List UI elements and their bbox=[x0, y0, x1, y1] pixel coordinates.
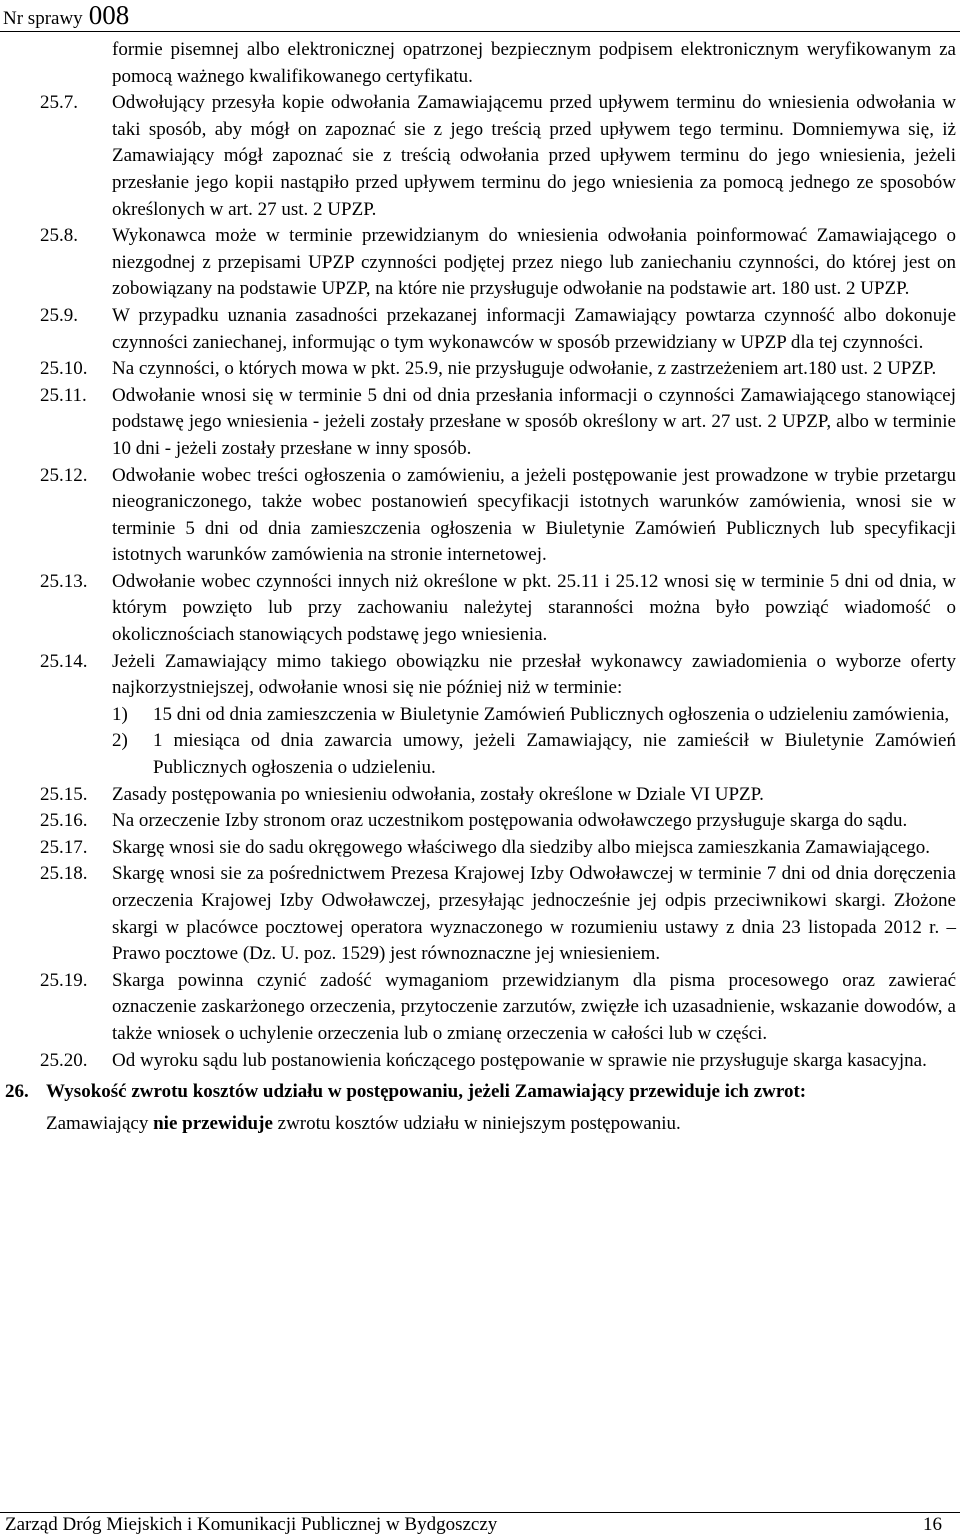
item-number: 25.15. bbox=[40, 783, 88, 805]
item-number: 25.11. bbox=[40, 384, 87, 406]
item-number: 25.16. bbox=[40, 810, 88, 832]
list-item bbox=[0, 808, 960, 835]
case-number-label: Nr sprawy bbox=[3, 8, 83, 29]
list-item bbox=[0, 782, 960, 809]
intro-paragraph bbox=[0, 37, 960, 90]
list-item bbox=[0, 303, 960, 356]
footer-organization: Zarząd Dróg Miejskich i Komunikacji Publicznej w Bydgoszczy bbox=[5, 1514, 498, 1535]
item-text: Na orzeczenie Izby stronom oraz uczestnikom postępowania odwoławczego przysługuje skarga do sądu. bbox=[112, 810, 908, 832]
item-number: 25.17. bbox=[40, 836, 88, 858]
section-heading bbox=[0, 1079, 960, 1106]
section-body-emphasis: nie przewiduje bbox=[153, 1112, 273, 1134]
item-number: 25.10. bbox=[40, 358, 88, 380]
intro-text: formie pisemnej albo elektronicznej opatrzonej bezpiecznym podpisem elektronicznym weryfikowanym za pomocą ważnego kwalifikowanego certyfikatu. bbox=[112, 39, 956, 87]
list-item bbox=[0, 649, 960, 702]
item-text: Odwołanie wobec treści ogłoszenia o zamówieniu, a jeżeli postępowanie jest prowadzone w trybie przetargu nieograniczonego, także wobec postanowień specyfikacji istotnych warunków zamówienia, wnosi sie w terminie 5 dni od dnia zamieszczenia ogłoszenia w Biuletynie Zamówień Publicznych lub specyfikacji istotnych warunków zamówienia na stronie internetowej. bbox=[112, 464, 956, 566]
item-number: 25.14. bbox=[40, 650, 88, 672]
list-item bbox=[0, 383, 960, 463]
item-text: Skargę wnosi sie do sadu okręgowego właściwego dla siedziby albo miejsca zamieszkania Zamawiającego. bbox=[112, 836, 930, 858]
item-text: Skargę wnosi sie za pośrednictwem Prezesa Krajowej Izby Odwoławczej w terminie 7 dni od dnia doręczenia orzeczenia Krajowej Izby Odwoławczej, przesyłając jednocześnie jej odpis przeciwnikowi skargi. Złożone skargi w placówce pocztowej operatora wyznaczonego w rozumieniu ustawy z dnia 23 listopada 2012 r. – Prawo pocztowe (Dz. U. poz. 1529) jest równoznaczne jej wniesieniem. bbox=[112, 863, 956, 965]
item-text: Odwołanie wnosi się w terminie 5 dni od dnia przesłania informacji o czynności Zamawiającego stanowiącej podstawę jego wniesienia - jeżeli zostały przesłane w sposób określony w art. 27 ust. 2 UPZP, albo w terminie 10 dni - jeżeli zostały przesłane w inny sposób. bbox=[112, 384, 956, 459]
item-number: 25.12. bbox=[40, 464, 88, 486]
list-item bbox=[0, 356, 960, 383]
item-number: 25.9. bbox=[40, 304, 78, 326]
list-item bbox=[0, 968, 960, 1048]
item-number: 25.13. bbox=[40, 570, 88, 592]
item-number: 25.7. bbox=[40, 92, 78, 114]
section-body-post: zwrotu kosztów udziału w niniejszym postępowaniu. bbox=[272, 1112, 681, 1134]
list-item bbox=[0, 1048, 960, 1075]
list-item bbox=[0, 90, 960, 223]
item-number: 25.20. bbox=[40, 1049, 88, 1071]
document-body bbox=[0, 37, 960, 1137]
section-body-pre: Zamawiający bbox=[46, 1112, 154, 1134]
sub-item-text: 15 dni od dnia zamieszczenia w Biuletynie Zamówień Publicznych ogłoszenia o udzieleniu zamówienia, bbox=[153, 703, 950, 725]
item-number: 25.19. bbox=[40, 969, 88, 991]
item-text: Od wyroku sądu lub postanowienia kończącego postępowanie w sprawie nie przysługuje skarga kasacyjna. bbox=[112, 1049, 927, 1071]
list-item bbox=[0, 861, 960, 967]
item-text: Skarga powinna czynić zadość wymaganiom przewidzianym dla pisma procesowego oraz zawierać oznaczenie zaskarżonego orzeczenia, przytoczenie zarzutów, zwięzłe ich uzasadnienie, wskazanie dowodów, a także wniosek o uchylenie orzeczenia lub o zmianę orzeczenia w całości lub w części. bbox=[112, 969, 956, 1044]
case-number-value: 008 bbox=[88, 0, 130, 30]
list-item bbox=[0, 463, 960, 569]
list-item bbox=[0, 223, 960, 303]
item-text: Na czynności, o których mowa w pkt. 25.9, nie przysługuje odwołanie, z zastrzeżeniem art.180 ust. 2 UPZP. bbox=[112, 358, 937, 380]
item-number: 25.18. bbox=[40, 863, 88, 885]
sub-list-item bbox=[0, 728, 960, 781]
page-footer bbox=[0, 1512, 960, 1537]
page-header bbox=[0, 0, 960, 32]
list-item bbox=[0, 569, 960, 649]
item-text: Odwołujący przesyła kopie odwołania Zamawiającemu przed upływem terminu do wniesienia odwołania w taki sposób, aby mógł on zapoznać sie z jego treścią przed upływem tego terminu. Domniemywa się, iż Zamawiający mógł zapoznać sie z treścią odwołania przed upływem terminu do jego wniesienia, jeżeli przesłanie jego kopii nastąpiło przed upływem terminu do jego wniesienia za pomocą jednego ze sposobów określonych w art. 27 ust. 2 UPZP. bbox=[112, 92, 956, 220]
list-item bbox=[0, 835, 960, 862]
sub-list-item bbox=[0, 702, 960, 729]
sub-item-number: 1) bbox=[112, 703, 128, 725]
sub-item-number: 2) bbox=[112, 730, 128, 752]
section-title: Wysokość zwrotu kosztów udziału w postępowaniu, jeżeli Zamawiający przewiduje ich zwrot: bbox=[46, 1081, 807, 1103]
case-number bbox=[3, 2, 129, 32]
page-number: 16 bbox=[923, 1514, 942, 1535]
section-number: 26. bbox=[5, 1081, 29, 1103]
item-number: 25.8. bbox=[40, 225, 78, 247]
sub-item-text: 1 miesiąca od dnia zawarcia umowy, jeżeli Zamawiający, nie zamieścił w Biuletynie Zamówień Publicznych ogłoszenia o udzieleniu. bbox=[153, 730, 956, 779]
item-text: Zasady postępowania po wniesieniu odwołania, zostały określone w Dziale VI UPZP. bbox=[112, 783, 764, 805]
item-text: Jeżeli Zamawiający mimo takiego obowiązku nie przesłał wykonawcy zawiadomienia o wyborze oferty najkorzystniejszej, odwołanie wnosi się nie później niż w terminie: bbox=[112, 650, 956, 699]
item-text: W przypadku uznania zasadności przekazanej informacji Zamawiający powtarza czynność albo dokonuje czynności zaniechanej, informując o tym wykonawców w sposób przewidziany w UPZP dla tej czynności. bbox=[112, 304, 956, 353]
item-text: Wykonawca może w terminie przewidzianym do wniesienia odwołania poinformować Zamawiającego o niezgodnej z przepisami UPZP czynności podjętej przez niego lub zaniechaniu czynności, do której jest on zobowiązany na podstawie UPZP, na które nie przysługuje odwołanie na podstawie art. 180 ust. 2 UPZP. bbox=[112, 225, 956, 300]
section-body bbox=[0, 1111, 960, 1138]
item-text: Odwołanie wobec czynności innych niż określone w pkt. 25.11 i 25.12 wnosi się w terminie 5 dni od dnia, w którym powzięto lub przy zachowaniu należytej staranności można było powziąć wiadomość o okolicznościach stanowiących podstawę jego wniesienia. bbox=[112, 570, 956, 646]
